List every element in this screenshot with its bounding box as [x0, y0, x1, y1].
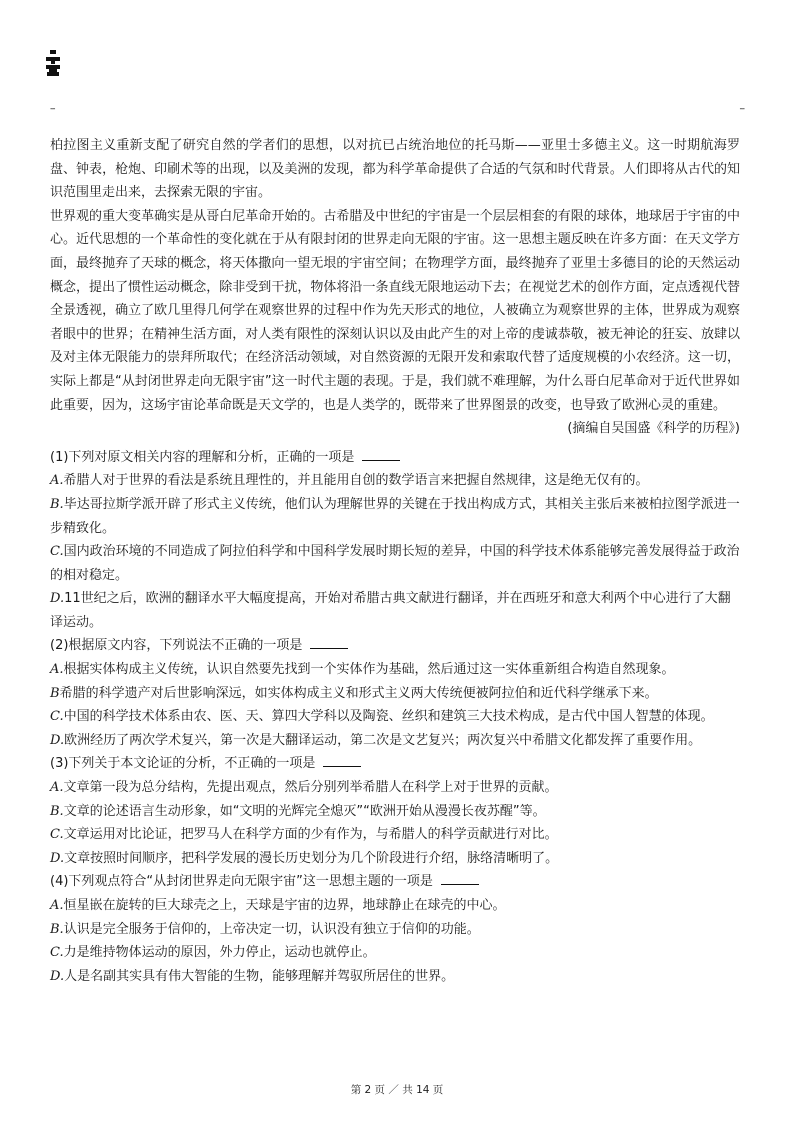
page-content: [50, 134, 740, 988]
option-letter: A.: [50, 662, 64, 678]
option-text: 中国的科学技术体系由农、医、天、算四大学科以及陶瓷、丝织和建筑三大技术构成，是古代中国人智慧的体现。: [63, 709, 714, 725]
option-c: [50, 941, 740, 965]
question-2: [50, 634, 740, 752]
option-letter: D.: [50, 968, 65, 984]
option-d: [50, 729, 740, 753]
question-stem: [50, 752, 740, 776]
option-c: [50, 823, 740, 847]
option-c: [50, 705, 740, 729]
option-text: 根据实体构成主义传统，认识自然要先找到一个实体作为基础，然后通过这一实体重新组合构造自然现象。: [63, 662, 675, 678]
option-c: [50, 540, 740, 587]
option-letter: B.: [50, 803, 64, 819]
option-b: [50, 493, 740, 540]
option-letter: A.: [50, 473, 64, 489]
option-b: [50, 682, 740, 706]
question-4: [50, 870, 740, 988]
passage-source: (摘编自吴国盛《科学的历程》): [567, 421, 740, 437]
question-stem-text: (4)下列观点符合“从封闭世界走向无限宇宙”这一思想主题的一项是: [50, 874, 433, 890]
answer-blank: [310, 636, 348, 649]
option-text: 欧洲经历了两次学术复兴，第一次是大翻译运动，第二次是文艺复兴；两次复兴中希腊文化都发挥了重要作用。: [64, 732, 702, 748]
option-letter: D.: [50, 591, 65, 607]
question-3: [50, 752, 740, 870]
option-letter: C.: [50, 709, 64, 725]
option-a: [50, 894, 740, 918]
option-letter: C.: [50, 827, 64, 843]
passage-paragraph: 柏拉图主义重新支配了研究自然的学者们的思想，以对抗已占统治地位的托马斯——亚里士多德主义。这一时期航海罗盘、钟表，枪炮、印刷术等的出现，以及美洲的发现，都为科学革命提供了合适的气氛和时代背景。人们即将从古代的知识范围里走出来，去探索无限的宇宙。: [50, 138, 740, 201]
option-letter: A.: [50, 780, 64, 796]
option-text: 希腊人对于世界的看法是系统且理性的，并且能用自创的数学语言来把握自然规律，这是绝无仅有的。: [63, 473, 649, 489]
option-a: [50, 469, 740, 493]
logo-icon: [46, 50, 60, 76]
question-stem: [50, 870, 740, 894]
question-stem-text: (2)根据原文内容，下列说法不正确的一项是: [50, 638, 303, 654]
option-letter: D.: [50, 850, 65, 866]
question-1: [50, 446, 740, 635]
option-text: 希腊的科学遗产对后世影响深远，如实体构成主义和形式主义两大传统便被阿拉伯和近代科学继承下来。: [59, 685, 658, 701]
header-left-mark: --: [50, 104, 55, 114]
option-letter: B: [50, 685, 60, 701]
option-text: 人是名副其实具有伟大智能的生物，能够理解并驾驭所居住的世界。: [64, 968, 455, 984]
option-a: [50, 658, 740, 682]
passage-paragraph: 世界观的重大变革确实是从哥白尼革命开始的。古希腊及中世纪的宇宙是一个层层相套的有限的球体，地球居于宇宙的中心。近代思想的一个革命性的变化就在于从有限封闭的世界走向无限的宇宙。这一思想主题反映在许多方面：在天文学方面，最终抛弃了天球的概念，将天体撒向一望无垠的宇宙空间；在物理学方面，最终抛弃了亚里士多德目的论的天然运动概念，提出了惯性运动概念，除非受到干扰，物体将沿一条直线无限地运动下去；在视觉艺术的创作方面，定点透视代替全景透视，确立了欧几里得几何学在观察世界的过程中作为先天形式的地位，人被确立为观察世界的主体，世界成为观察者眼中的世界；在精神生活方面，对人类有限性的深刻认识以及由此产生的对上帝的虔诚恭敬，被无神论的狂妄、放肆以及对主体无限能力的崇拜所取代；在经济活动领域，对自然资源的无限开发和索取代替了适度规模的小农经济。这一切，实际上都是“从封闭世界走向无限宇宙”这一时代主题的表现。于是，我们就不难理解，为什么哥白尼革命对于近代世界如此重要，因为，这场宇宙论革命既是天文学的，也是人类学的，既带来了世界图景的改变，也导致了欧洲心灵的重建。: [50, 208, 740, 413]
option-text: 11世纪之后，欧洲的翻译水平大幅度提高，开始对希腊古典文献进行翻译，并在西班牙和意大利两个中心进行了大翻译运动。: [50, 591, 731, 630]
option-text: 认识是完全服务于信仰的，上帝决定一切，认识没有独立于信仰的功能。: [63, 921, 480, 937]
option-d: [50, 965, 740, 989]
option-b: [50, 800, 740, 824]
option-d: [50, 847, 740, 871]
option-letter: D.: [50, 732, 65, 748]
option-letter: C.: [50, 544, 64, 560]
option-text: 毕达哥拉斯学派开辟了形式主义传统，他们认为理解世界的关键在于找出构成方式，其相关主张后来被柏拉图学派进一步精致化。: [50, 496, 740, 536]
option-text: 文章运用对比论证，把罗马人在科学方面的少有作为，与希腊人的科学贡献进行对比。: [63, 827, 558, 843]
option-a: [50, 776, 740, 800]
option-letter: C.: [50, 945, 64, 961]
option-text: 恒星嵌在旋转的巨大球壳之上，天球是宇宙的边界，地球静止在球壳的中心。: [63, 898, 506, 913]
question-stem-text: (1)下列对原文相关内容的理解和分析，正确的一项是: [50, 449, 355, 465]
option-letter: B.: [50, 921, 64, 937]
question-stem-text: (3)下列关于本文论证的分析，不正确的一项是: [50, 756, 316, 772]
option-text: 国内政治环境的不同造成了阿拉伯科学和中国科学发展时期长短的差异，中国的科学技术体系能够完善发展得益于政治的相对稳定。: [50, 544, 740, 583]
option-text: 文章的论述语言生动形象，如“文明的光辉完全熄灭”“欧洲开始从漫漫长夜苏醒”等。: [63, 803, 546, 819]
option-text: 文章第一段为总分结构，先提出观点，然后分别列举希腊人在科学上对于世界的贡献。: [63, 780, 558, 796]
option-b: [50, 918, 740, 942]
option-text: 力是维持物体运动的原因，外力停止，运动也就停止。: [63, 945, 376, 961]
page-number: 第 2 页 ／ 共 14 页: [350, 1084, 444, 1096]
question-stem: [50, 634, 740, 658]
option-d: [50, 587, 740, 634]
option-letter: B.: [50, 496, 64, 512]
option-letter: A.: [50, 898, 64, 913]
answer-blank: [362, 448, 400, 461]
answer-blank: [323, 754, 361, 767]
option-text: 文章按照时间顺序，把科学发展的漫长历史划分为几个阶段进行介绍，脉络清晰明了。: [64, 850, 559, 866]
answer-blank: [441, 872, 479, 885]
header-right-mark: --: [739, 104, 744, 114]
question-stem: [50, 446, 740, 470]
